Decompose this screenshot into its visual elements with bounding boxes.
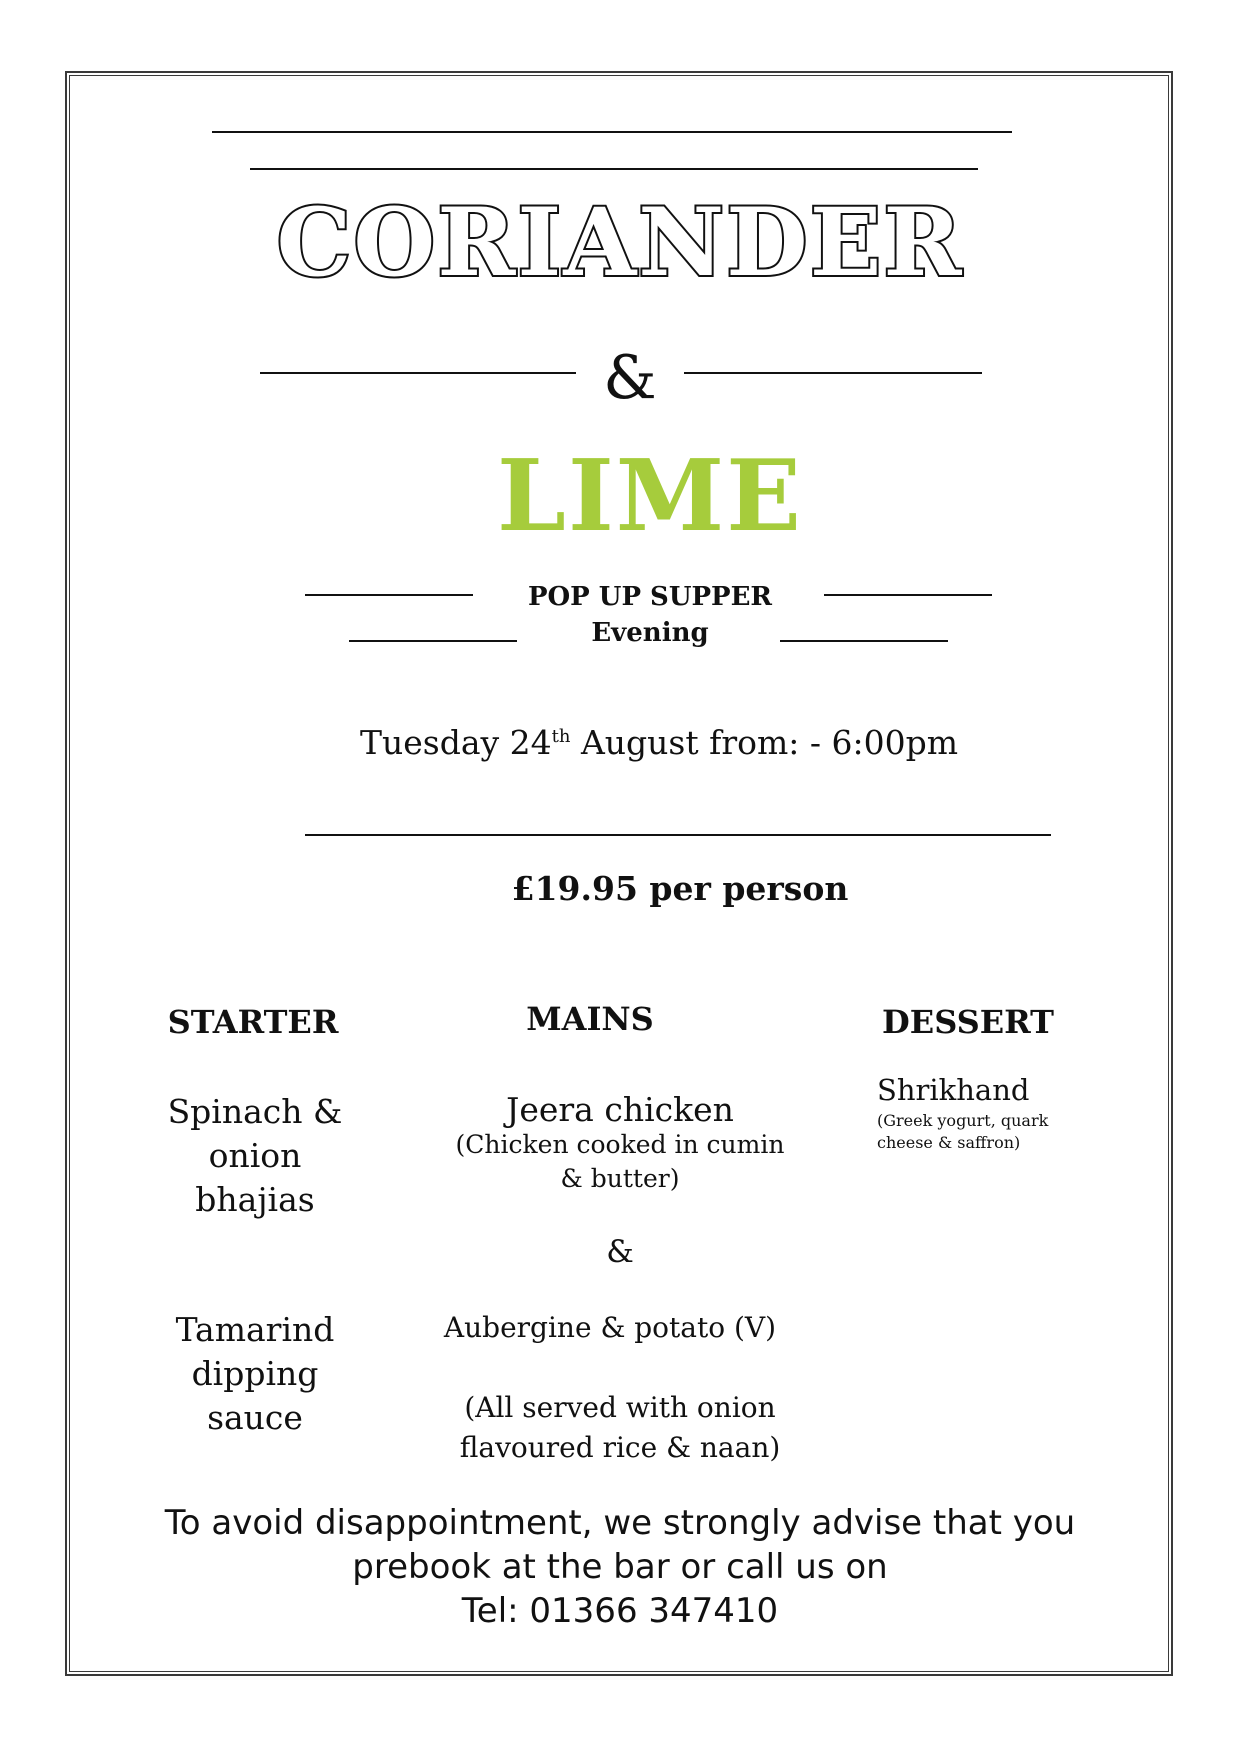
- event-type: POP UP SUPPER: [527, 582, 773, 612]
- starter-heading: STARTER: [167, 1003, 339, 1041]
- dessert-item-1-desc-line: (Greek yogurt, quark: [877, 1111, 1049, 1130]
- ampersand-rule-left: [260, 372, 576, 374]
- supper-rule-top-right: [824, 594, 992, 596]
- footer-line-2: prebook at the bar or call us on: [352, 1547, 888, 1587]
- mains-item-1-name: Jeera chicken: [506, 1090, 734, 1129]
- mains-heading: MAINS: [526, 1000, 654, 1038]
- supper-rule-bottom-left: [349, 640, 517, 642]
- mains-separator: &: [606, 1234, 634, 1270]
- starter-item-2-line: Tamarind: [175, 1310, 335, 1349]
- dessert-heading: DESSERT: [882, 1003, 1054, 1041]
- event-date-main: Tuesday 24: [360, 723, 552, 762]
- event-date-rest: August from: - 6:00pm: [570, 723, 959, 762]
- starter-item-2-line: dipping: [191, 1354, 319, 1393]
- dessert-item-1-name: Shrikhand: [877, 1073, 1030, 1107]
- supper-rule-top-left: [305, 594, 473, 596]
- mains-note: [420, 1388, 820, 1468]
- mains-note-line: flavoured rice & naan): [459, 1431, 781, 1464]
- price: £19.95 per person: [511, 869, 849, 908]
- event-type-evening: Evening: [591, 618, 709, 648]
- mains-note-line: (All served with onion: [464, 1391, 776, 1424]
- mains-item-1-desc: [420, 1128, 820, 1196]
- starter-item-1: [140, 1090, 370, 1222]
- starter-item-1-line: onion: [208, 1136, 302, 1175]
- dessert-item-1-desc-line: cheese & saffron): [877, 1133, 1021, 1152]
- supper-rule-bottom-right: [780, 640, 948, 642]
- ampersand-rule-right: [684, 372, 982, 374]
- title-ampersand: &: [603, 343, 657, 413]
- mains-item-2-name: Aubergine & potato (V): [443, 1311, 777, 1344]
- dessert-item-1-desc: [877, 1110, 1097, 1154]
- title-coriander: CORIANDER: [276, 188, 964, 298]
- mains-item-1-desc-line: (Chicken cooked in cumin: [455, 1130, 785, 1159]
- event-date-ordinal: th: [551, 726, 571, 747]
- starter-item-1-line: bhajias: [195, 1180, 315, 1219]
- title-lime: LIME: [497, 439, 803, 554]
- mains-item-1-desc-line: & butter): [560, 1164, 680, 1193]
- price-rule: [305, 834, 1051, 836]
- footer-line-1: To avoid disappointment, we strongly advise that you: [164, 1503, 1076, 1543]
- top-rule-2: [250, 168, 978, 170]
- starter-item-2: [140, 1308, 370, 1440]
- event-date: [360, 723, 960, 762]
- starter-item-2-line: sauce: [207, 1398, 303, 1437]
- footer-phone: Tel: 01366 347410: [461, 1591, 779, 1631]
- top-rule-1: [212, 131, 1012, 133]
- starter-item-1-line: Spinach &: [167, 1092, 343, 1131]
